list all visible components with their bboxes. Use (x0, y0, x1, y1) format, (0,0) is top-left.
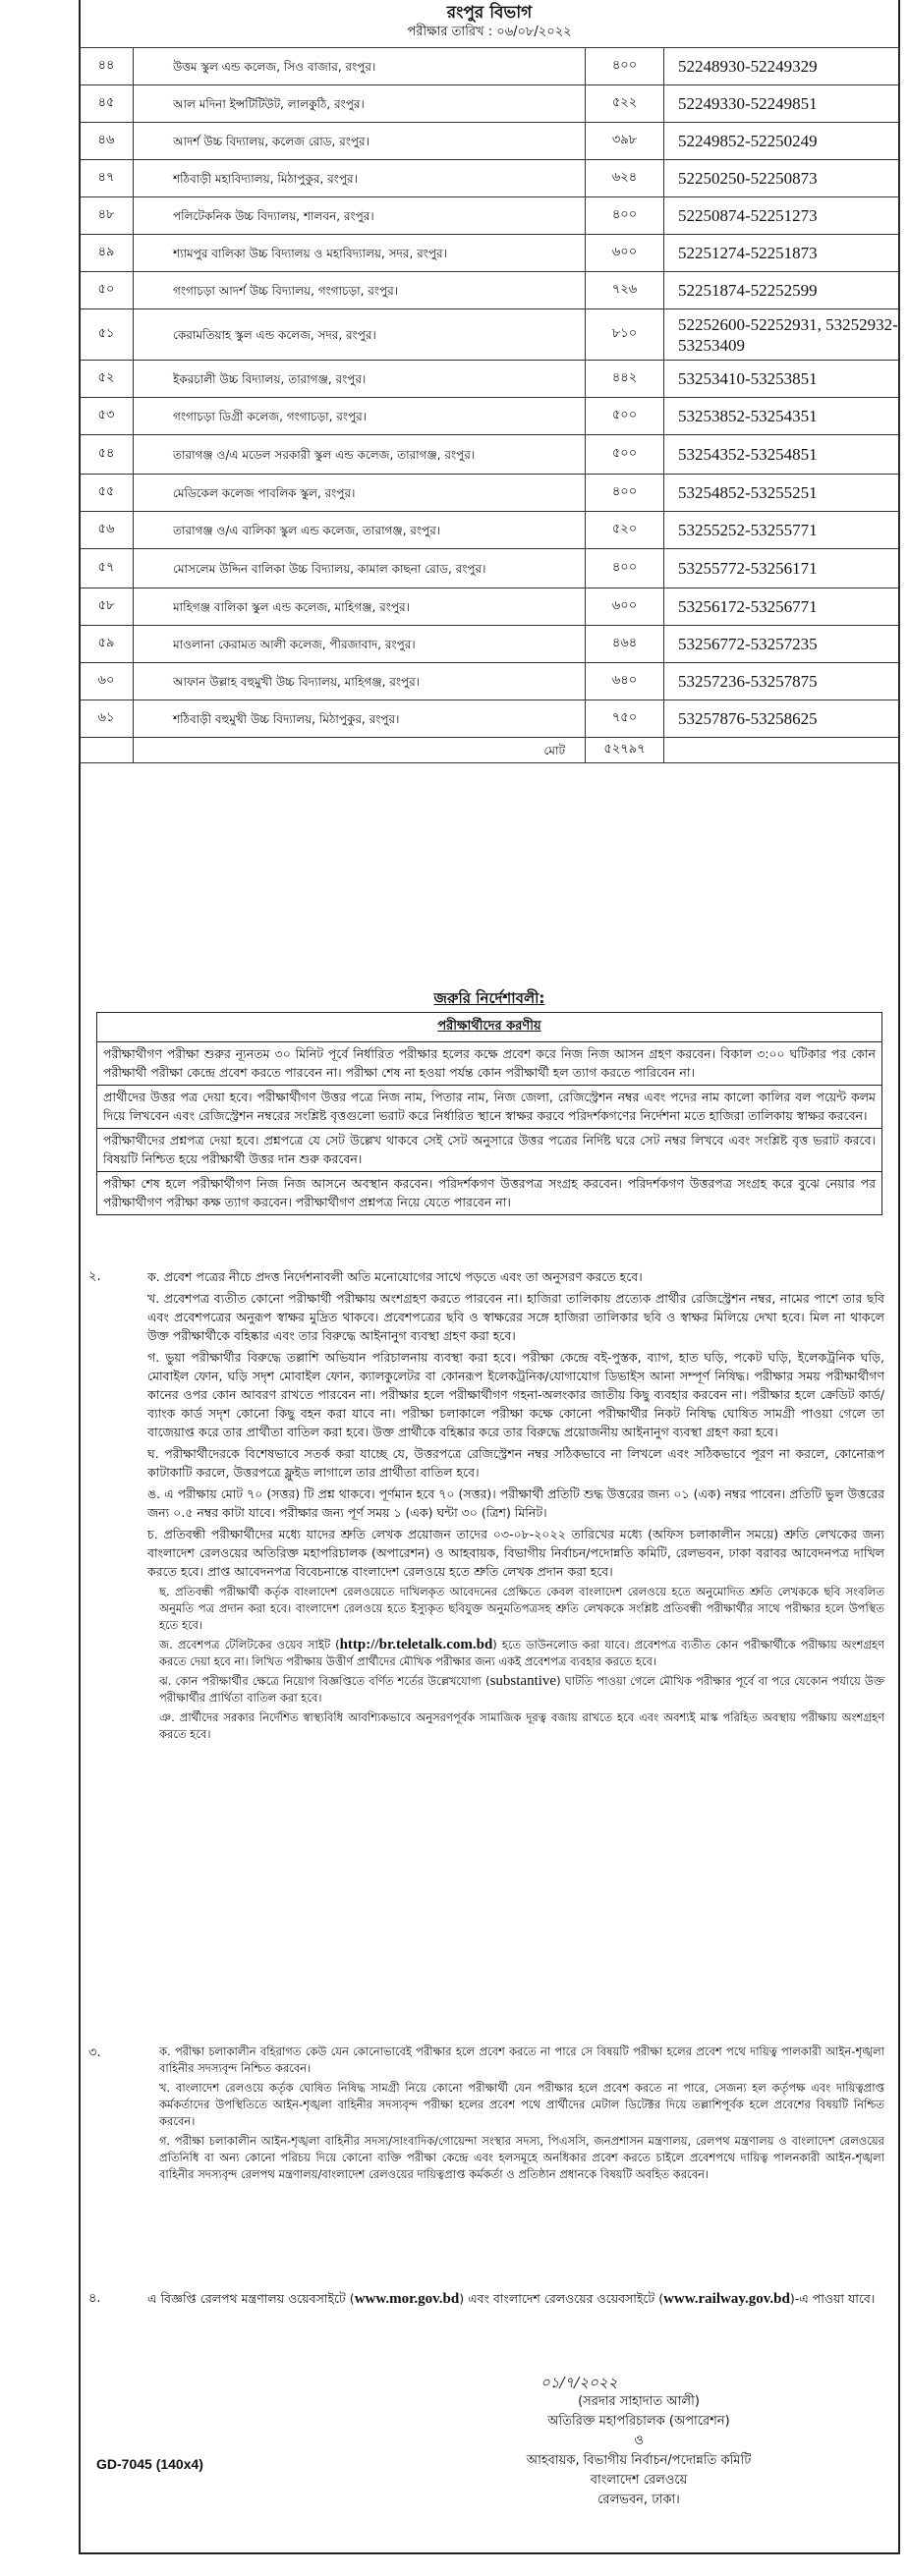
venue-candidate-count: ৬৪০ (586, 663, 664, 700)
venue-name: তারাগঞ্জ ও/এ মডেল সরকারী স্কুল এন্ড কলেজ, তারাগঞ্জ, রংপুর। (134, 435, 586, 475)
venue-roll-range: 53253852-53254351 (664, 398, 900, 435)
venue-candidate-count: ৪৪২ (586, 361, 664, 398)
total-blank (664, 738, 900, 763)
venue-roll-range: 52250874-52251273 (664, 197, 900, 235)
signatory-and: ও (634, 2434, 644, 2448)
venue-row (80, 85, 900, 123)
venue-serial: ৪৮ (80, 197, 134, 235)
venue-row (80, 272, 900, 309)
venue-row (80, 700, 900, 738)
candidate-duties-box (96, 1012, 882, 1215)
venue-roll-range: 52248930-52249329 (664, 48, 900, 85)
venue-candidate-count: ৫০০ (586, 398, 664, 435)
venue-serial: ৫০ (80, 272, 134, 309)
venue-name: গংগাচড়া আদর্শ উচ্চ বিদ্যালয়, গংগাচড়া, রংপুর। (134, 272, 586, 309)
venue-name: মোসলেম উদ্দিন বালিকা উচ্চ বিদ্যালয়, কামাল কাছনা রোড, রংপুর। (134, 549, 586, 588)
section-2 (88, 1267, 884, 1746)
venue-serial: ৫৯ (80, 626, 134, 663)
section-number: ২. (88, 1269, 101, 1284)
venue-serial: ৫৩ (80, 398, 134, 435)
item-text: ) হতে ডাউনলোড করা যাবে। প্রবেশপত্র ব্যতীত কোন পরীক্ষার্থীকে পরীক্ষায় অংশগ্রহণ করতে দেয়া হবে না। লিখিত পরীক্ষায় উত্তীর্ণ প্রার্থীদের মৌখিক পরীক্ষার জন্য একই প্রবেশপত্র ব্যবহার করতে হবে। (159, 1638, 884, 1668)
instruction-item (147, 2289, 884, 2309)
signature-block (423, 2373, 855, 2510)
venue-row (80, 512, 900, 549)
instruction-item: ক. প্রবেশ পত্রের নীচে প্রদত্ত নির্দেশনাবলী অতি মনোযোগের সাথে পড়তে এবং তা অনুসরণ করতে হবে। (147, 1269, 643, 1284)
venue-roll-range: 53256772-53257235 (664, 626, 900, 663)
venue-serial: ৪৭ (80, 160, 134, 197)
venue-name: পলিটেকনিক উচ্চ বিদ্যালয়, শালবন, রংপুর। (134, 197, 586, 235)
venue-name: শঠিবাড়ী বহুমুখী উচ্চ বিদ্যালয়, মিঠাপুকুর, রংপুর। (134, 700, 586, 738)
duty-item: পরীক্ষা শেষ হলে পরীক্ষার্থীগণ নিজ নিজ আসনে অবস্থান করবেন। পরিদর্শকগণ উত্তরপত্র সংগ্রহ করবেন। পরিদর্শকগণ উত্তরপত্র সংগ্রহ করে বুঝে নেয়ার পর পরীক্ষার্থীগণ পরীক্ষা কক্ষ ত্যাগ করবেন। পরীক্ষার্থীগণ প্রশ্নপত্র নিয়ে যেতে পারবেন না। (103, 1176, 876, 1209)
duty-item: পরীক্ষার্থীগণ পরীক্ষা শুরুর ন্যূনতম ৩০ মিনিট পূর্বে নির্ধারিত পরীক্ষার হলের কক্ষে প্রবেশ করে নিজ নিজ আসন গ্রহণ করবেন। বিকাল ৩:০০ ঘটিকার পর কোন পরীক্ষার্থী পরীক্ষা কেন্দ্রে প্রবেশ করতে পারবেন না। পরীক্ষা শেষ না হওয়া পর্যন্ত কোন পরীক্ষার্থী হল ত্যাগ করতে পারিবেন না। (97, 1042, 881, 1086)
section-number: ৪. (88, 2291, 101, 2306)
venue-row (80, 549, 900, 588)
item-text: )-এ পাওয়া যাবে। (789, 2291, 876, 2306)
venue-candidate-count: ৪০০ (586, 475, 664, 512)
venue-serial: ৪৯ (80, 235, 134, 272)
duty-item: প্রার্থীদের উত্তর পত্র দেয়া হবে। পরীক্ষার্থীগণ উত্তর পত্রে নিজ নাম, পিতার নাম, নিজ জেলা, রেজিস্ট্রেশন নম্বর এবং পদের নাম কালো কালির বল পয়েন্ট কলম দিয়ে লিখবেন এবং রেজিস্ট্রেশন নম্বরের সংশ্লিষ্ট বৃত্তগুলো ভরাট করে নির্ধারিত স্থানে স্বাক্ষর করবে পরিদর্শকগণের নির্দেশনা মতে হাজিরা তালিকায় স্বাক্ষর করবেন। (97, 1086, 881, 1129)
total-row (80, 738, 900, 763)
venue-roll-range: 53254352-53254851 (664, 435, 900, 475)
mor-website-link[interactable]: www.mor.gov.bd (354, 2291, 460, 2307)
venue-name: আদর্শ উচ্চ বিদ্যালয়, কলেজ রোড, রংপুর। (134, 123, 586, 160)
venue-row (80, 361, 900, 398)
instruction-item (159, 1637, 884, 1670)
venue-serial: ৬০ (80, 663, 134, 700)
venue-roll-range: 52249852-52250249 (664, 123, 900, 160)
venue-serial: ৪৪ (80, 48, 134, 85)
venue-candidate-count: ৪০০ (586, 549, 664, 588)
instruction-item: গ. পরীক্ষা চলাকালীন আইন-শৃঙ্খলা বাহিনীর সদস্য/সাংবাদিক/গোয়েন্দা সংস্থার সদস্য, পিএসসি, জনপ্রশাসন মন্ত্রণালয়, রেলপথ মন্ত্রণালয় ও বাংলাদেশ রেলওয়ের প্রতিনিধি বা অন্য কোনো পরিচয় দিয়ে কোনো ব্যক্তি পরীক্ষা কেন্দ্রে এবং হলসমূহে অনধিকার প্রবেশ করতে চাইলে প্রবেশপথে দায়িত্ব পালনকারী আইন-শৃঙ্খলা বাহিনীর সদস্যবৃন্দ রেলপথ মন্ত্রণালয়/বাংলাদেশ রেলওয়ের দায়িত্বপ্রাপ্ত কর্মকর্তা ও প্রতিষ্ঠান প্রধানকে বিষয়টি অবহিত করবেন। (159, 2134, 884, 2181)
candidate-duties-title: পরীক্ষার্থীদের করণীয় (97, 1013, 881, 1042)
venue-roll-range: 53254852-53255251 (664, 475, 900, 512)
venue-candidate-count: ৬২৪ (586, 160, 664, 197)
venue-roll-range: 52249330-52249851 (664, 85, 900, 123)
venue-candidate-count: ৭২৬ (586, 272, 664, 309)
total-label: মোট (134, 738, 586, 763)
venue-row (80, 48, 900, 85)
venue-serial: ৫৭ (80, 549, 134, 588)
railway-website-link[interactable]: www.railway.gov.bd (663, 2291, 790, 2307)
venue-candidate-count: ৩৯৮ (586, 123, 664, 160)
venue-row (80, 435, 900, 475)
venue-name: মাওলানা কেরামত আলী কলেজ, পীরজাবাদ, রংপুর। (134, 626, 586, 663)
instructions-title: জরুরি নির্দেশাবলী: (433, 989, 545, 1007)
venue-row (80, 309, 900, 361)
venue-candidate-count: ৫০০ (586, 435, 664, 475)
venue-serial: ৫৪ (80, 435, 134, 475)
venue-roll-range: 52250250-52250873 (664, 160, 900, 197)
instruction-item: ক. পরীক্ষা চলাকালীন বহিরাগত কেউ যেন কোনোভাবেই পরীক্ষার হলে প্রবেশ করতে না পারে সে বিষয়টি পরীক্ষা হলের প্রবেশ পথে দায়িত্ব পালকারী আইন-শৃঙ্খলা বাহিনীর সদস্যবৃন্দ নিশ্চিত করবেন। (159, 2044, 884, 2075)
venue-candidate-count: ৭৫০ (586, 700, 664, 738)
venue-roll-range: 53255252-53255771 (664, 512, 900, 549)
venue-name: কেরামতিয়াহ স্কুল এন্ড কলেজ, সদর, রংপুর। (134, 309, 586, 361)
gd-code: GD-7045 (140x4) (96, 2456, 203, 2472)
venue-roll-range: 53257876-53258625 (664, 700, 900, 738)
venue-serial: ৪৫ (80, 85, 134, 123)
venue-candidate-count: ৫২২ (586, 85, 664, 123)
section-number: ৩. (88, 2045, 101, 2060)
item-text: ) এবং বাংলাদেশ রেলওয়ের ওয়েবসাইটে ( (459, 2291, 664, 2306)
section-3 (88, 2044, 884, 2186)
venue-roll-range: 52251874-52252599 (664, 272, 900, 309)
total-blank (80, 738, 134, 763)
venue-candidate-count: ৬০০ (586, 588, 664, 626)
venue-name: উত্তম স্কুল এন্ড কলেজ, সিও বাজার, রংপুর। (134, 48, 586, 85)
signatory-name: (সরদার সাহাদাত আলী) (578, 2394, 700, 2409)
venue-table (79, 47, 900, 763)
venue-candidate-count: ৬০০ (586, 235, 664, 272)
venue-row (80, 235, 900, 272)
notice-header (79, 0, 900, 40)
venue-row (80, 398, 900, 435)
venue-row (80, 626, 900, 663)
venue-candidate-count: ৪০০ (586, 48, 664, 85)
venue-candidate-count: ৮১০ (586, 309, 664, 361)
venue-serial: ৫৮ (80, 588, 134, 626)
total-count: ৫২৭৯৭ (586, 738, 664, 763)
venue-name: মেডিকেল কলেজ পাবলিক স্কুল, রংপুর। (134, 475, 586, 512)
exam-date: পরীক্ষার তারিখ : ০৬/০৮/২০২২ (407, 25, 572, 39)
venue-roll-range: 53257236-53257875 (664, 663, 900, 700)
venue-serial: ৫১ (80, 309, 134, 361)
venue-row (80, 663, 900, 700)
venue-row (80, 475, 900, 512)
venue-row (80, 197, 900, 235)
venue-row (80, 123, 900, 160)
instruction-item: ঘ. পরীক্ষার্থীদেরকে বিশেষভাবে সতর্ক করা যাচ্ছে যে, উত্তরপত্রে রেজিস্ট্রেশন নম্বর সঠিকভাবে না লিখলে এবং সঠিকভাবে পূরণ না করলে, কোনোরূপ কাটাকাটি করলে, উত্তরপত্রে ফ্লুইড লাগালে তার প্রার্থীতা বাতিল হবে। (147, 1446, 884, 1480)
instruction-item: চ. প্রতিবন্ধী পরীক্ষার্থীদের মধ্যে যাদের শ্রুতি লেখক প্রয়োজন তাদের ০৩-০৮-২০২২ তারিখের মধ্যে (অফিস চলাকালীন সময়ে) শ্রুতি লেখকের জন্য বাংলাদেশ রেলওয়ের অতিরিক্ত মহাপরিচালক (অপারেশন) ও আহবায়ক, বিভাগীয় নির্বাচন/পদোন্নতি কমিটি, রেলভবন, ঢাকা বরাবর আবেদনপত্র দাখিল করতে হবে। প্রাপ্ত আবেদনপত্র বিবেচনান্তে বাংলাদেশ রেলওয়ে হতে শ্রুতি লেখক প্রদান করা হবে। (147, 1527, 884, 1579)
venue-roll-range: 53255772-53256171 (664, 549, 900, 588)
handwritten-signature: ০১/৭/২০২২ (540, 2374, 618, 2391)
instruction-item: ঞ. প্রার্থীদের সরকার নির্দেশিত স্বাস্থ্যবিধি আবশ্যিকভাবে অনুসরণপূর্বক সামাজিক দূরত্ব বজায় রাখতে হবে এবং অবশ্যই মাস্ক পরিহিত অবস্থায় পরীক্ষায় অংশগ্রহণ করতে হবে। (159, 1710, 884, 1741)
item-text: ) ঘাটতি পাওয়া গেলে মৌখিক পরীক্ষার পূর্বে বা পরে যেকোন পর্যায়ে উক্ত পরীক্ষার্থীর প্রার্থিতা বাতিল করা হবে। (159, 1674, 884, 1705)
signatory-address: রেলভবন, ঢাকা। (597, 2492, 680, 2507)
instruction-item (159, 1673, 884, 1707)
venue-roll-range: 53256172-53256771 (664, 588, 900, 626)
venue-name: আল মদিনা ইন্সটিটিউট, লালকুঠি, রংপুর। (134, 85, 586, 123)
instruction-item: খ. প্রবেশপত্র ব্যতীত কোনো পরীক্ষার্থী পরীক্ষায় অংশগ্রহণ করতে পারবেন না। হাজিরা তালিকায় প্রত্যেক প্রার্থীর রেজিস্ট্রেশন নম্বর, নামের পাশে তার ছবি এবং প্রবেশপত্রের অনুরূপ স্বাক্ষর মুদ্রিত থাকবে। প্রবেশপত্রের ছবি ও স্বাক্ষরের সঙ্গে হাজিরা তালিকার ছবি ও স্বাক্ষর মিলিয়ে দেখা হবে। মিল না থাকলে উক্ত পরীক্ষার্থীকে বহিষ্কার এবং তার বিরুদ্ধে আইনানুগ ব্যবস্থা গ্রহণ করা হবে। (147, 1291, 884, 1343)
item-text: ঝ. কোন পরীক্ষার্থীর ক্ষেত্রে নিয়োগ বিজ্ঞপ্তিতে বর্ণিত শর্তের উল্লেখযোগ্য ( (159, 1674, 490, 1688)
item-text: জ. প্রবেশপত্র টেলিটকের ওয়েব সাইট ( (159, 1638, 340, 1652)
item-text: এ বিজ্ঞপ্তি রেলপথ মন্ত্রণালয় ওয়েবসাইটে ( (147, 2291, 355, 2306)
venue-serial: ৬১ (80, 700, 134, 738)
venue-roll-range: 53253410-53253851 (664, 361, 900, 398)
teletalk-link[interactable]: http://br.teletalk.com.bd (339, 1637, 493, 1652)
venue-name: আফান উল্লাহ বহুমুখী উচ্চ বিদ্যালয়, মাহিগঞ্জ, রংপুর। (134, 663, 586, 700)
venue-candidate-count: ৫২০ (586, 512, 664, 549)
venue-serial: ৫২ (80, 361, 134, 398)
venue-serial: ৫৫ (80, 475, 134, 512)
instruction-item: খ. বাংলাদেশ রেলওয়ে কর্তৃক ঘোষিত নিষিদ্ধ সামগ্রী নিয়ে কোনো পরীক্ষার্থী যেন পরীক্ষার হলে প্রবেশ করতে না পারে, সেজন্য হল কর্তৃপক্ষ এবং দায়িত্বপ্রাপ্ত কর্মকর্তাদের উপস্থিতিতে আইন-শৃঙ্খলা বাহিনীর সদস্যবৃন্দ পরীক্ষা হলের প্রবেশ পথে প্রার্থীদের মেটাল ডিটেক্টর দিয়ে তল্লাশিপূর্বক হলে প্রবেশের বিষয়টি নিশ্চিত করবেন। (159, 2081, 884, 2128)
venue-name: শঠিবাড়ী মহাবিদ্যালয়, মিঠাপুকুর, রংপুর। (134, 160, 586, 197)
venue-roll-range: 52251274-52251873 (664, 235, 900, 272)
section-4 (88, 2289, 884, 2312)
instruction-item: ঙ. এ পরীক্ষায় মোট ৭০ (সত্তর) টি প্রশ্ন থাকবে। পূর্ণমান হবে ৭০ (সত্তর)। পরীক্ষার্থী প্রতিটি শুদ্ধ উত্তরের জন্য ০১ (এক) নম্বর পাবেন। প্রতিটি ভুল উত্তরের জন্য ০.৫ নম্বর কাটা যাবে। পরীক্ষার জন্য পূর্ণ সময় ১ (এক) ঘন্টা ৩০ (ত্রিশ) মিনিট। (147, 1486, 884, 1520)
duty-item: পরীক্ষার্থীদের প্রশ্নপত্র দেয়া হবে। প্রশ্নপত্রে যে সেট উল্লেখ থাকবে সেই সেট অনুসারে উত্তর পত্রের নির্দিষ্ট ঘরে সেট নম্বর লিখবে এবং সংশ্লিষ্ট বৃত্ত ভরাট করবে। বিষয়টি নিশ্চিত হয়ে পরীক্ষার্থী উত্তর দান শুরু করবেন। (97, 1129, 881, 1172)
venue-serial: ৫৬ (80, 512, 134, 549)
signatory-designation: অতিরিক্ত মহাপরিচালক (অপারেশন) (547, 2414, 730, 2429)
instruction-item: গ. ভুয়া পরীক্ষার্থীর বিরুদ্ধে তল্লাশি অভিযান পরিচালনায় ব্যবস্থা করা হবে। পরীক্ষা কেন্দ্রে বই-পুস্তক, ব্যাগ, হাত ঘড়ি, পকেট ঘড়ি, ইলেকট্রনিক ঘড়ি, মোবাইল ফোন, ঘড়ি সদৃশ মোবাইল ফোন, ক্যালকুলেটর বা কোনরূপ ইলেকট্রনিক/যোগাযোগ ডিভাইস আনা সম্পূর্ণ নিষিদ্ধ। পরীক্ষার সময় পরীক্ষার্থীগণ কানের ওপর কোন আবরণ রাখতে পারবেন না। পরীক্ষার হলে পরীক্ষার্থীগণ গহনা-অলংকার জাতীয় কিছু ব্যবহার করবেন না। পরীক্ষার হলে ক্রেডিট কার্ড/ব্যাংক কার্ড সদৃশ কোনো কিছু বহন করা যাবে না। পরীক্ষা চলাকালে পরীক্ষা কক্ষে কোনো পরীক্ষার্থীর নিকট নিষিদ্ধ ঘোষিত সামগ্রী পাওয়া গেলে তা বাজেয়াপ্ত করে তার প্রার্থীতা বাতিল করা হবে। উক্ত প্রার্থীকে বহিষ্কার করে তার বিরুদ্ধে প্রয়োজনীয় আইনানুগ ব্যবস্থা গ্রহণ করা হবে। (147, 1350, 884, 1439)
venue-serial: ৪৬ (80, 123, 134, 160)
signatory-role: আহবায়ক, বিভাগীয় নির্বাচন/পদোন্নতি কমিটি (526, 2453, 752, 2468)
venue-name: মাহিগঞ্জ বালিকা স্কুল এন্ড কলেজ, মাহিগঞ্জ, রংপুর। (134, 588, 586, 626)
venue-candidate-count: ৪০০ (586, 197, 664, 235)
instruction-item: ছ. প্রতিবন্ধী পরীক্ষার্থী কর্তৃক বাংলাদেশ রেলওয়েতে দাখিলকৃত আবেদনের প্রেক্ষিতে কেবল বাংলাদেশ রেলওয়ে হতে অনুমোদিত শ্রুতি লেখককে ছবি সংবলিত অনুমতি পত্র প্রদান করা হবে। বাংলাদেশ রেলওয়ে হতে ইস্যুকৃত ছবিযুক্ত অনুমতিপত্রসহ শ্রুতি লেখককে সংশ্লিষ্ট প্রতিবন্ধী পরীক্ষার্থীর সাথে পরীক্ষার হলে উপস্থিত হতে হবে। (159, 1585, 884, 1632)
venue-row (80, 160, 900, 197)
venue-name: ইকরচালী উচ্চ বিদ্যালয়, তারাগঞ্জ, রংপুর। (134, 361, 586, 398)
venue-roll-range: 52252600-52252931, 53252932-53253409 (664, 309, 900, 361)
venue-candidate-count: ৪৬৪ (586, 626, 664, 663)
venue-name: শ্যামপুর বালিকা উচ্চ বিদ্যালয় ও মহাবিদ্যালয়, সদর, রংপুর। (134, 235, 586, 272)
venue-row (80, 588, 900, 626)
venue-name: গংগাচড়া ডিগ্রী কলেজ, গংগাচড়া, রংপুর। (134, 398, 586, 435)
english-term: substantive (489, 1673, 557, 1689)
division-title: রংপুর বিভাগ (446, 3, 533, 23)
signatory-org: বাংলাদেশ রেলওয়ে (590, 2473, 688, 2488)
venue-name: তারাগঞ্জ ও/এ বালিকা স্কুল এন্ড কলেজ, তারাগঞ্জ, রংপুর। (134, 512, 586, 549)
